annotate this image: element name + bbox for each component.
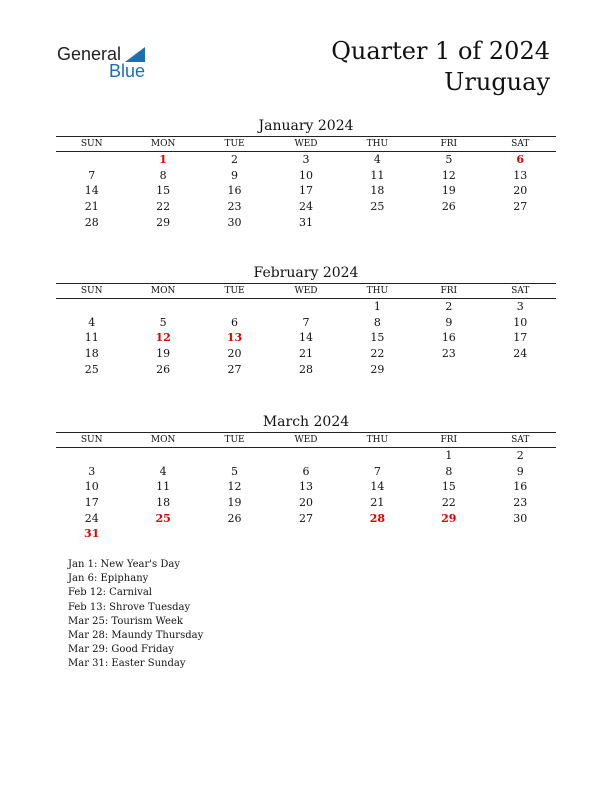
day-cell: 14 [370, 480, 385, 494]
holiday-entry: Mar 28: Maundy Thursday [68, 630, 204, 642]
weekday-label: TUE [224, 435, 245, 445]
day-cell: 5 [159, 315, 167, 329]
day-cell [485, 215, 556, 231]
day-cell: 31 [298, 215, 313, 229]
week-row [56, 464, 556, 480]
holiday-entry: Mar 29: Good Friday [68, 644, 174, 656]
day-cell [56, 448, 127, 464]
weekday-label: FRI [440, 139, 458, 149]
week-row [56, 448, 556, 464]
day-cell: 27 [298, 511, 313, 525]
day-cell: 26 [156, 362, 171, 376]
day-cell: 22 [441, 496, 456, 510]
weekday-label: FRI [440, 286, 458, 296]
weekday-label: TUE [224, 286, 245, 296]
weekday-label: THU [366, 139, 389, 149]
day-cell: 28 [84, 215, 99, 229]
weekday-label: SAT [511, 286, 530, 296]
day-cell: 15 [156, 184, 171, 198]
day-cell: 8 [445, 464, 453, 478]
day-cell [413, 215, 484, 231]
weekday-label: SUN [80, 139, 103, 149]
day-cell: 29 [156, 215, 171, 229]
day-cell: 8 [159, 168, 167, 182]
month-title: February 2024 [253, 265, 359, 281]
day-cell: 6 [302, 464, 310, 478]
week-row [56, 215, 556, 231]
day-cell: 24 [513, 347, 528, 361]
day-cell: 10 [84, 480, 99, 494]
day-cell: 16 [227, 184, 242, 198]
title-quarter: Quarter 1 of 2024 [331, 37, 550, 65]
day-cell: 21 [370, 496, 385, 510]
day-cell [413, 362, 484, 378]
day-cell: 20 [298, 496, 313, 510]
holiday-entry: Jan 6: Epiphany [68, 573, 149, 585]
day-cell: 12 [227, 480, 242, 494]
day-cell: 2 [445, 300, 453, 313]
day-cell: 12 [441, 168, 456, 182]
day-cell: 25 [370, 200, 385, 214]
day-cell [56, 299, 127, 315]
week-row [56, 199, 556, 215]
day-cell [127, 299, 198, 315]
day-cell: 10 [513, 315, 528, 329]
holiday-entry: Jan 1: New Year's Day [68, 559, 180, 570]
day-cell: 16 [513, 480, 528, 494]
day-cell: 21 [298, 347, 313, 361]
day-cell: 15 [370, 331, 385, 345]
day-cell: 2 [231, 153, 239, 166]
weekday-header [56, 283, 556, 299]
day-cell: 13 [513, 168, 528, 182]
week-row [56, 315, 556, 331]
weekday-label: SUN [80, 435, 103, 445]
week-row [56, 479, 556, 495]
day-cell [485, 362, 556, 378]
day-cell: 23 [227, 200, 242, 214]
week-row [56, 330, 556, 346]
day-cell [342, 448, 413, 464]
week-row [56, 168, 556, 184]
day-cell: 11 [370, 168, 385, 182]
holiday-day-cell: 13 [226, 331, 243, 345]
holiday-day-cell: 29 [441, 511, 457, 525]
day-cell [342, 526, 413, 542]
day-cell: 29 [370, 362, 385, 376]
day-cell: 19 [441, 184, 456, 198]
month-title: January 2024 [258, 118, 354, 134]
day-cell: 11 [84, 331, 99, 345]
day-cell [485, 526, 556, 542]
day-cell: 9 [516, 464, 524, 478]
holiday-entry: Feb 13: Shrove Tuesday [68, 601, 191, 613]
day-cell: 23 [513, 496, 528, 510]
day-cell: 25 [84, 362, 99, 376]
title-country: Uruguay [444, 68, 550, 96]
day-cell: 18 [84, 347, 99, 361]
day-cell: 27 [513, 200, 528, 214]
day-cell: 21 [84, 200, 99, 214]
weekday-label: WED [294, 139, 318, 149]
weekday-label: WED [294, 286, 318, 296]
day-cell: 24 [298, 200, 313, 214]
day-cell [413, 526, 484, 542]
day-cell: 4 [159, 464, 167, 478]
week-row [56, 511, 556, 527]
day-cell: 8 [373, 315, 381, 329]
day-cell: 11 [156, 480, 171, 494]
day-cell: 18 [370, 184, 385, 198]
day-cell: 23 [441, 347, 456, 361]
weekday-header [56, 432, 556, 448]
page-title [331, 36, 550, 98]
logo-word-blue: Blue [109, 61, 146, 81]
week-row [56, 495, 556, 511]
day-cell: 5 [445, 153, 453, 166]
weekday-label: SAT [511, 435, 530, 445]
month-january [56, 116, 556, 230]
day-cell: 7 [302, 315, 310, 329]
day-cell: 15 [441, 480, 456, 494]
day-cell: 20 [513, 184, 528, 198]
holiday-day-cell: 28 [369, 511, 386, 525]
logo [57, 44, 157, 84]
weekday-label: MON [150, 286, 176, 296]
day-cell: 14 [298, 331, 313, 345]
day-cell: 19 [156, 347, 171, 361]
day-cell: 17 [298, 184, 313, 198]
day-cell: 4 [373, 153, 381, 166]
holiday-entry: Mar 31: Easter Sunday [68, 658, 186, 670]
day-cell: 3 [88, 464, 96, 478]
day-cell: 22 [156, 200, 171, 214]
day-cell: 1 [445, 449, 453, 462]
day-cell [199, 299, 270, 315]
holiday-day-cell: 6 [516, 153, 525, 166]
logo-triangle-icon [125, 47, 145, 62]
holiday-day-cell: 25 [155, 511, 171, 525]
weekday-label: THU [366, 435, 389, 445]
day-cell: 13 [298, 480, 313, 494]
day-cell: 4 [88, 315, 96, 329]
month-title: March 2024 [262, 414, 350, 430]
day-cell: 19 [227, 496, 242, 510]
weekday-label: TUE [224, 139, 245, 149]
day-cell: 6 [231, 315, 239, 329]
day-cell: 17 [84, 496, 99, 510]
day-cell: 20 [227, 347, 242, 361]
weekday-label: FRI [440, 435, 458, 445]
day-cell [270, 526, 341, 542]
day-cell: 10 [298, 168, 313, 182]
week-row [56, 346, 556, 362]
month-february [56, 263, 556, 377]
month-march [56, 412, 556, 542]
day-cell: 7 [88, 168, 96, 182]
holiday-entry: Feb 12: Carnival [68, 587, 153, 599]
day-cell: 14 [84, 184, 99, 198]
day-cell [127, 448, 198, 464]
day-cell: 30 [227, 215, 242, 229]
holiday-day-cell: 12 [155, 331, 171, 345]
day-cell [127, 526, 198, 542]
day-cell [56, 152, 127, 168]
day-cell: 3 [516, 300, 524, 313]
day-cell: 2 [516, 449, 524, 462]
day-cell: 1 [373, 300, 381, 313]
day-cell: 18 [156, 496, 171, 510]
weekday-label: SAT [511, 139, 530, 149]
week-row [56, 183, 556, 199]
holiday-entry: Mar 25: Tourism Week [68, 615, 183, 627]
day-cell: 27 [227, 362, 242, 376]
day-cell: 9 [231, 168, 239, 182]
day-cell: 7 [373, 464, 381, 478]
day-cell: 26 [227, 511, 242, 525]
weekday-label: MON [150, 139, 176, 149]
day-cell: 28 [298, 362, 313, 376]
week-row [56, 526, 556, 542]
day-cell: 3 [302, 153, 310, 166]
day-cell: 26 [441, 200, 456, 214]
logo-word-general: General [57, 44, 122, 64]
day-cell: 30 [513, 511, 528, 525]
day-cell [199, 526, 270, 542]
week-row [56, 152, 556, 168]
day-cell [342, 215, 413, 231]
day-cell: 17 [513, 331, 528, 345]
week-row [56, 362, 556, 378]
holiday-day-cell: 1 [159, 153, 167, 166]
day-cell [199, 448, 270, 464]
weekday-header [56, 136, 556, 152]
holiday-day-cell: 31 [84, 527, 100, 541]
weekday-label: THU [366, 286, 389, 296]
day-cell [270, 448, 341, 464]
day-cell [270, 299, 341, 315]
weekday-label: WED [294, 435, 318, 445]
weekday-label: SUN [80, 286, 103, 296]
week-row [56, 299, 556, 315]
day-cell: 22 [370, 347, 385, 361]
day-cell: 16 [441, 331, 456, 345]
holiday-list [68, 558, 203, 672]
day-cell: 24 [84, 511, 99, 525]
day-cell: 9 [445, 315, 453, 329]
weekday-label: MON [150, 435, 176, 445]
day-cell: 5 [231, 464, 239, 478]
